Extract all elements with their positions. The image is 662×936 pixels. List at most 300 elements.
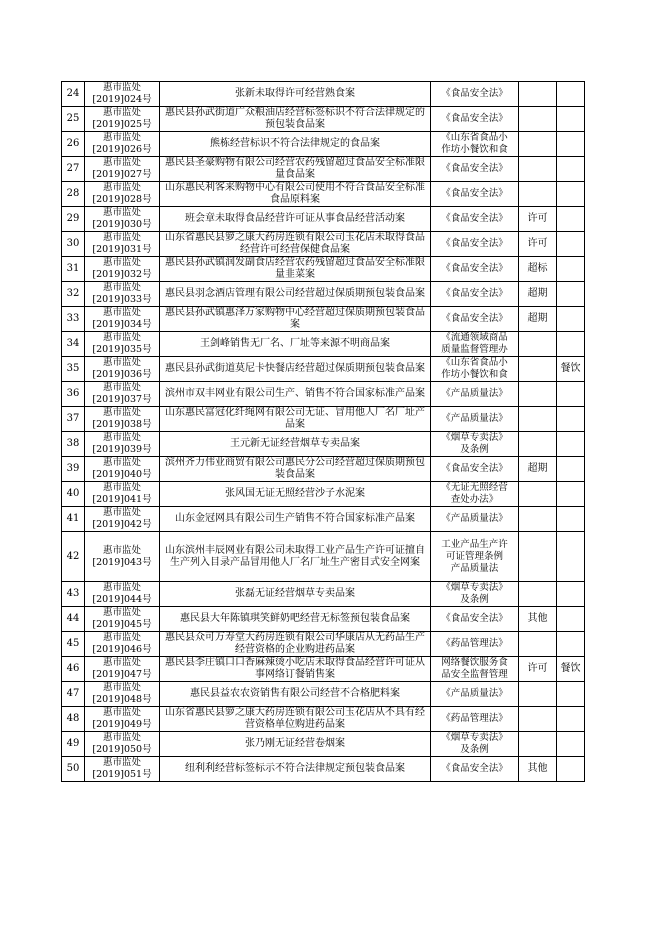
legal-basis	[431, 582, 519, 607]
table-row	[62, 107, 585, 132]
legal-basis-line: 《产品质量法》	[441, 688, 508, 699]
case-code-line: [2019]044号	[92, 594, 152, 605]
case-name	[160, 582, 431, 607]
legal-basis	[431, 232, 519, 257]
row-number: 43	[62, 582, 85, 607]
case-name	[160, 607, 431, 632]
case-code-line: [2019]051号	[92, 769, 152, 780]
violation-type: 超期	[519, 307, 557, 332]
legal-basis-line: 《产品质量法》	[441, 388, 508, 399]
legal-basis-line: 《食品安全法》	[441, 88, 508, 99]
table-row	[62, 707, 585, 732]
business-field	[557, 282, 585, 307]
business-field	[557, 207, 585, 232]
case-code-line: [2019]033号	[92, 294, 152, 305]
legal-basis	[431, 157, 519, 182]
legal-basis-line: 《食品安全法》	[441, 163, 508, 174]
case-name-text: 山东省惠民县箩之康大药房连锁有限公司玉花店未取得食品经营许可经营保健食品案	[165, 232, 425, 255]
case-name-text: 惠民县圣豪购物有限公司经营农药残留超过食品安全标准限量食品案	[165, 157, 425, 180]
case-code-line: 惠市监处	[102, 544, 141, 556]
violation-type	[519, 82, 557, 107]
legal-basis-line: 《烟草专卖法》	[441, 432, 508, 443]
table-row	[62, 432, 585, 457]
case-code	[85, 707, 160, 732]
case-code-line: 惠市监处	[102, 82, 141, 93]
table-row	[62, 182, 585, 207]
case-code	[85, 207, 160, 232]
case-name	[160, 707, 431, 732]
case-code-line: 惠市监处	[102, 107, 141, 118]
row-number: 36	[62, 382, 85, 407]
case-code	[85, 582, 160, 607]
legal-basis	[431, 182, 519, 207]
case-name-text: 惠民县益农农资销售有限公司经营不合格肥料案	[190, 688, 400, 699]
legal-basis-line: 《食品安全法》	[441, 613, 508, 624]
violation-type	[519, 707, 557, 732]
legal-basis	[431, 482, 519, 507]
case-code	[85, 282, 160, 307]
case-name	[160, 357, 431, 382]
case-name-text: 张乃刚无证经营卷烟案	[245, 738, 345, 749]
case-code	[85, 407, 160, 432]
case-table	[61, 81, 585, 782]
business-field	[557, 607, 585, 632]
violation-type	[519, 507, 557, 532]
violation-type: 许可	[519, 232, 557, 257]
case-code	[85, 332, 160, 357]
legal-basis	[431, 307, 519, 332]
case-code	[85, 182, 160, 207]
legal-basis-line: 《食品安全法》	[441, 213, 508, 224]
legal-basis-line: 产品质量法	[450, 562, 499, 574]
table-row	[62, 332, 585, 357]
business-field	[557, 82, 585, 107]
case-name	[160, 482, 431, 507]
row-number: 48	[62, 707, 85, 732]
case-code	[85, 632, 160, 657]
legal-basis-line: 作坊小餐饮和食	[441, 144, 508, 155]
row-number: 29	[62, 207, 85, 232]
row-number: 42	[62, 532, 85, 582]
row-number: 30	[62, 232, 85, 257]
legal-basis-line: 《药品管理法》	[441, 713, 508, 724]
row-number: 50	[62, 757, 85, 782]
violation-type	[519, 682, 557, 707]
case-code-line: [2019]041号	[92, 494, 152, 505]
table-row	[62, 532, 585, 582]
legal-basis	[431, 607, 519, 632]
case-code	[85, 732, 160, 757]
case-code-line: [2019]031号	[92, 244, 152, 255]
table-row	[62, 82, 585, 107]
business-field	[557, 707, 585, 732]
case-code-line: 惠市监处	[102, 307, 141, 318]
legal-basis	[431, 532, 519, 582]
business-field	[557, 307, 585, 332]
case-code	[85, 257, 160, 282]
violation-type	[519, 332, 557, 357]
case-name-text: 山东惠民利客来购物中心有限公司使用不符合食品安全标准食品原料案	[165, 182, 425, 205]
legal-basis-line: 《食品安全法》	[441, 313, 508, 324]
business-field	[557, 757, 585, 782]
case-name	[160, 507, 431, 532]
violation-type	[519, 407, 557, 432]
legal-basis-line: 《山东省食品小	[441, 357, 508, 368]
case-name	[160, 532, 431, 582]
case-code-line: 惠市监处	[102, 407, 141, 418]
table-row	[62, 657, 585, 682]
legal-basis-line: 可证管理条例	[445, 550, 503, 562]
case-code-line: 惠市监处	[102, 432, 141, 443]
case-code-line: 惠市监处	[102, 607, 141, 618]
case-name	[160, 107, 431, 132]
table-row	[62, 257, 585, 282]
violation-type	[519, 632, 557, 657]
case-name-text: 惠民县孙武镇惠泽万家购物中心经营超过保质期预包装食品案	[165, 307, 425, 330]
case-code-line: [2019]048号	[92, 694, 152, 705]
case-code-line: 惠市监处	[102, 357, 141, 368]
legal-basis	[431, 207, 519, 232]
case-name-text: 惠民县羽念酒店管理有限公司经营超过保质期预包装食品案	[165, 288, 425, 299]
case-name-text: 张磊无证经营烟草专卖品案	[235, 588, 355, 599]
business-field	[557, 232, 585, 257]
legal-basis-line: 品安全监督管理	[441, 669, 508, 680]
case-name	[160, 207, 431, 232]
legal-basis-line: 及条例	[460, 594, 489, 605]
legal-basis-line: 及条例	[460, 444, 489, 455]
case-code-line: [2019]046号	[92, 644, 152, 655]
table-row	[62, 207, 585, 232]
case-name-text: 熊栋经营标识不符合法律规定的食品案	[210, 138, 380, 149]
business-field	[557, 632, 585, 657]
violation-type	[519, 157, 557, 182]
row-number: 27	[62, 157, 85, 182]
row-number: 33	[62, 307, 85, 332]
business-field: 餐饮	[557, 657, 585, 682]
row-number: 28	[62, 182, 85, 207]
legal-basis	[431, 332, 519, 357]
case-name-text: 惠民县大年陈镇琪笑鲜奶吧经营无标签预包装食品案	[180, 613, 410, 624]
legal-basis-line: 《食品安全法》	[441, 263, 508, 274]
case-name	[160, 457, 431, 482]
violation-type	[519, 182, 557, 207]
legal-basis-line: 《食品安全法》	[441, 188, 508, 199]
row-number: 26	[62, 132, 85, 157]
violation-type: 其他	[519, 757, 557, 782]
legal-basis-line: 查处办法》	[450, 494, 499, 505]
business-field	[557, 432, 585, 457]
case-name-text: 滨州齐力伟业商贸有限公司惠民分公司经营超过保质期预包装食品案	[165, 457, 425, 480]
legal-basis	[431, 107, 519, 132]
violation-type: 许可	[519, 207, 557, 232]
row-number: 41	[62, 507, 85, 532]
legal-basis	[431, 82, 519, 107]
legal-basis-line: 《食品安全法》	[441, 113, 508, 124]
case-name-text: 惠民县孙武街道莫尼卡快餐店经营超过保质期预包装食品案	[165, 363, 425, 374]
violation-type	[519, 132, 557, 157]
case-code-line: [2019]026号	[92, 144, 152, 155]
case-name-text: 王剑峰销售无厂名、厂址等来源不明商品案	[200, 338, 390, 349]
table-row	[62, 307, 585, 332]
case-name	[160, 757, 431, 782]
case-name-text: 惠民县众可万寿堂大药房连锁有限公司华康店从无药品生产经营资格的企业购进药品案	[165, 632, 425, 655]
violation-type	[519, 482, 557, 507]
case-code-line: [2019]025号	[92, 119, 152, 130]
violation-type	[519, 357, 557, 382]
legal-basis	[431, 257, 519, 282]
table-row	[62, 482, 585, 507]
case-name-text: 张风国无证无照经营沙子水泥案	[225, 488, 365, 499]
case-code-line: 惠市监处	[102, 482, 141, 493]
case-code-line: [2019]037号	[92, 394, 152, 405]
case-code-line: [2019]028号	[92, 194, 152, 205]
case-code	[85, 432, 160, 457]
case-code-line: 惠市监处	[102, 132, 141, 143]
business-field	[557, 732, 585, 757]
violation-type: 超期	[519, 282, 557, 307]
legal-basis-line: 网络餐饮服务食	[441, 657, 508, 668]
table-row	[62, 157, 585, 182]
case-code-line: 惠市监处	[102, 382, 141, 393]
case-name-text: 班会章未取得食品经营许可证从事食品经营活动案	[185, 213, 405, 224]
case-code	[85, 457, 160, 482]
table-row	[62, 382, 585, 407]
case-code-line: [2019]045号	[92, 619, 152, 630]
case-code	[85, 507, 160, 532]
case-code-line: [2019]043号	[92, 556, 152, 568]
case-code-line: [2019]034号	[92, 319, 152, 330]
business-field	[557, 582, 585, 607]
legal-basis-line: 及条例	[460, 744, 489, 755]
case-name-text: 山东滨州丰辰网业有限公司未取得工业产品生产许可证擅自生产列入目录产品冒用他人厂名厂址生产密目式安全网案	[165, 544, 425, 568]
case-name	[160, 682, 431, 707]
table-row	[62, 357, 585, 382]
case-code-line: 惠市监处	[102, 232, 141, 243]
legal-basis	[431, 457, 519, 482]
legal-basis	[431, 382, 519, 407]
business-field	[557, 457, 585, 482]
business-field	[557, 407, 585, 432]
violation-type: 许可	[519, 657, 557, 682]
case-code-line: 惠市监处	[102, 732, 141, 743]
table-row	[62, 632, 585, 657]
business-field	[557, 157, 585, 182]
case-code-line: [2019]050号	[92, 744, 152, 755]
case-name	[160, 332, 431, 357]
case-code-line: [2019]038号	[92, 419, 152, 430]
case-name-text: 山东金冠网具有限公司生产销售不符合国家标准产品案	[175, 513, 415, 524]
legal-basis-line: 《产品质量法》	[441, 413, 508, 424]
case-code-line: [2019]039号	[92, 444, 152, 455]
business-field	[557, 257, 585, 282]
business-field	[557, 382, 585, 407]
table-row	[62, 757, 585, 782]
case-name	[160, 432, 431, 457]
case-code	[85, 157, 160, 182]
case-code-line: 惠市监处	[102, 282, 141, 293]
case-name	[160, 732, 431, 757]
table-body	[62, 82, 585, 782]
violation-type: 超标	[519, 257, 557, 282]
table-row	[62, 457, 585, 482]
case-code	[85, 307, 160, 332]
table-row	[62, 732, 585, 757]
case-code	[85, 382, 160, 407]
case-code	[85, 132, 160, 157]
case-code-line: [2019]024号	[92, 94, 152, 105]
table-row	[62, 232, 585, 257]
case-name-text: 山东省惠民县箩之康大药房连锁有限公司玉花店从不具有经营资格单位购进药品案	[165, 707, 425, 730]
case-name	[160, 307, 431, 332]
case-code-line: 惠市监处	[102, 707, 141, 718]
row-number: 35	[62, 357, 85, 382]
legal-basis-line: 《无证无照经营	[441, 482, 508, 493]
legal-basis	[431, 132, 519, 157]
row-number: 24	[62, 82, 85, 107]
case-code-line: [2019]032号	[92, 269, 152, 280]
case-code	[85, 82, 160, 107]
legal-basis	[431, 707, 519, 732]
case-name	[160, 257, 431, 282]
legal-basis-line: 工业产品生产许	[441, 538, 508, 550]
legal-basis-line: 《山东省食品小	[441, 132, 508, 143]
legal-basis-line: 《食品安全法》	[441, 288, 508, 299]
legal-basis	[431, 432, 519, 457]
business-field	[557, 332, 585, 357]
case-name	[160, 657, 431, 682]
case-name	[160, 632, 431, 657]
case-code-line: [2019]035号	[92, 344, 152, 355]
table-row	[62, 607, 585, 632]
legal-basis	[431, 407, 519, 432]
row-number: 25	[62, 107, 85, 132]
legal-basis-line: 《流通领域商品	[441, 332, 508, 343]
case-code-line: 惠市监处	[102, 257, 141, 268]
row-number: 34	[62, 332, 85, 357]
business-field	[557, 132, 585, 157]
violation-type	[519, 732, 557, 757]
legal-basis	[431, 507, 519, 532]
case-name-text: 惠民县李庄镇口口香麻辣烫小吃店未取得食品经营许可证从事网络订餐销售案	[165, 657, 425, 680]
legal-basis-line: 《烟草专卖法》	[441, 732, 508, 743]
case-code-line: 惠市监处	[102, 207, 141, 218]
violation-type	[519, 532, 557, 582]
case-name	[160, 407, 431, 432]
case-code-line: [2019]049号	[92, 719, 152, 730]
legal-basis	[431, 657, 519, 682]
case-code	[85, 532, 160, 582]
row-number: 45	[62, 632, 85, 657]
table-row	[62, 132, 585, 157]
business-field	[557, 182, 585, 207]
case-name-text: 惠民县孙武街道广众粮油店经营标签标识不符合法律规定的预包装食品案	[165, 107, 425, 130]
case-name	[160, 232, 431, 257]
row-number: 31	[62, 257, 85, 282]
row-number: 49	[62, 732, 85, 757]
legal-basis-line: 《药品管理法》	[441, 638, 508, 649]
case-code-line: 惠市监处	[102, 657, 141, 668]
legal-basis-line: 《食品安全法》	[441, 238, 508, 249]
case-name-text: 惠民县孙武镇润发副食店经营农药残留超过食品安全标准限量韭菜案	[165, 257, 425, 280]
case-code-line: [2019]030号	[92, 219, 152, 230]
business-field	[557, 507, 585, 532]
case-code-line: [2019]040号	[92, 469, 152, 480]
case-name	[160, 182, 431, 207]
case-name	[160, 282, 431, 307]
violation-type	[519, 107, 557, 132]
case-code-line: 惠市监处	[102, 582, 141, 593]
business-field	[557, 107, 585, 132]
violation-type: 其他	[519, 607, 557, 632]
case-code-line: 惠市监处	[102, 632, 141, 643]
case-name	[160, 157, 431, 182]
case-code	[85, 482, 160, 507]
case-name-text: 纽利利经营标签标示不符合法律规定预包装食品案	[185, 763, 405, 774]
business-field	[557, 482, 585, 507]
case-code	[85, 357, 160, 382]
legal-basis	[431, 757, 519, 782]
violation-type	[519, 432, 557, 457]
table-row	[62, 507, 585, 532]
violation-type: 超期	[519, 457, 557, 482]
case-name-text: 山东惠民富冠化纤绳网有限公司无证、冒用他人厂名厂址产品案	[165, 407, 425, 430]
row-number: 39	[62, 457, 85, 482]
case-code	[85, 107, 160, 132]
legal-basis	[431, 282, 519, 307]
legal-basis-line: 《食品安全法》	[441, 763, 508, 774]
case-code-line: [2019]042号	[92, 519, 152, 530]
case-code-line: 惠市监处	[102, 682, 141, 693]
case-code-line: 惠市监处	[102, 182, 141, 193]
case-name-text: 滨州市双丰网业有限公司生产、销售不符合国家标准产品案	[165, 388, 425, 399]
case-name-text: 张新未取得许可经营熟食案	[235, 88, 355, 99]
legal-basis-line: 质量监督管理办	[441, 344, 508, 355]
legal-basis-line: 《产品质量法》	[441, 513, 508, 524]
legal-basis-line: 《食品安全法》	[441, 463, 508, 474]
business-field	[557, 682, 585, 707]
case-code-line: 惠市监处	[102, 332, 141, 343]
legal-basis	[431, 632, 519, 657]
case-code-line: 惠市监处	[102, 457, 141, 468]
legal-basis	[431, 682, 519, 707]
case-code-line: 惠市监处	[102, 157, 141, 168]
case-name	[160, 82, 431, 107]
legal-basis-line: 《烟草专卖法》	[441, 582, 508, 593]
case-code	[85, 607, 160, 632]
table-row	[62, 682, 585, 707]
case-name	[160, 132, 431, 157]
row-number: 47	[62, 682, 85, 707]
case-code	[85, 682, 160, 707]
case-name-text: 王元新无证经营烟草专卖品案	[230, 438, 360, 449]
case-code	[85, 232, 160, 257]
row-number: 40	[62, 482, 85, 507]
case-code	[85, 757, 160, 782]
legal-basis-line: 作坊小餐饮和食	[441, 369, 508, 380]
case-code-line: 惠市监处	[102, 507, 141, 518]
row-number: 37	[62, 407, 85, 432]
row-number: 38	[62, 432, 85, 457]
row-number: 44	[62, 607, 85, 632]
case-code-line: [2019]036号	[92, 369, 152, 380]
case-code-line: [2019]027号	[92, 169, 152, 180]
violation-type	[519, 382, 557, 407]
violation-type	[519, 582, 557, 607]
table-row	[62, 282, 585, 307]
business-field: 餐饮	[557, 357, 585, 382]
legal-basis	[431, 357, 519, 382]
legal-basis	[431, 732, 519, 757]
